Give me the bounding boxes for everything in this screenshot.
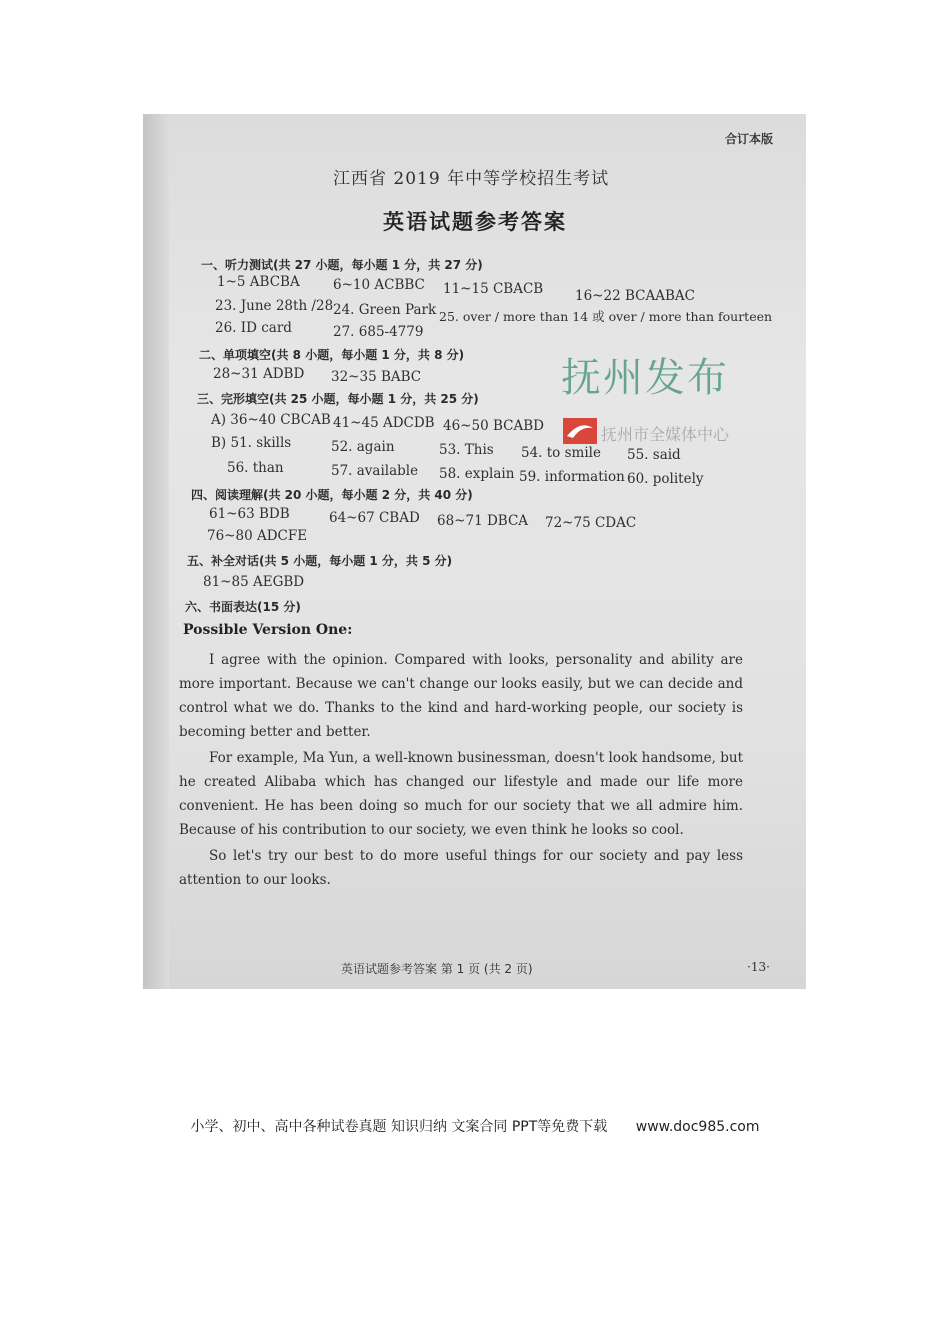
- answer: 26. ID card: [215, 320, 292, 336]
- answer: 64~67 CBAD: [329, 510, 420, 526]
- paper-edge-shadow: [143, 114, 169, 989]
- answer: 27. 685-4779: [333, 324, 424, 340]
- answer: B) 51. skills: [211, 435, 292, 451]
- answer: 1~5 ABCBA: [217, 274, 300, 290]
- essay-paragraph-2: For example, Ma Yun, a well-known businessman, doesn't look handsome, but he created Alibaba which has changed our lifestyle and made our life more convenient. He has been doing so much for our society that we all admire him. Because of his contribution to our society, we even think he looks so cool.: [179, 750, 743, 838]
- page-footer: 英语试题参考答案 第 1 页 (共 2 页): [341, 962, 533, 976]
- section-heading-writing: 六、书面表达(15 分): [185, 600, 301, 614]
- essay-paragraph-3: So let's try our best to do more useful things for our society and pay less attention to our looks.: [179, 848, 743, 888]
- essay-paragraph-1: I agree with the opinion. Compared with looks, personality and ability are more important. Because we can't change our looks easily, but we can decide and control what we do. Thanks to the kind and hard-working people, our society is becoming better and better.: [179, 652, 743, 740]
- section-heading-reading: 四、阅读理解(共 20 小题，每小题 2 分，共 40 分): [191, 488, 473, 502]
- answer: 41~45 ADCDB: [333, 415, 435, 431]
- answer: 81~85 AEGBD: [203, 574, 305, 590]
- answer: 23. June 28th /28: [215, 298, 334, 314]
- answer: 72~75 CDAC: [545, 515, 637, 531]
- section-heading-single-choice: 二、单项填空(共 8 小题，每小题 1 分，共 8 分): [199, 348, 465, 362]
- answer: 11~15 CBACB: [443, 281, 544, 297]
- section-heading-dialogue: 五、补全对话(共 5 小题，每小题 1 分，共 5 分): [187, 554, 453, 568]
- answer: 25. over / more than 14 或 over / more than fourteen: [439, 309, 773, 324]
- section-heading-cloze: 三、完形填空(共 25 小题，每小题 1 分，共 25 分): [197, 392, 479, 406]
- answer-key-title: 英语试题参考答案: [383, 209, 567, 234]
- bottom-banner: [0, 1116, 950, 1136]
- exam-title: 江西省 2019 年中等学校招生考试: [333, 169, 610, 189]
- answer: 54. to smile: [521, 445, 601, 461]
- answer: A) 36~40 CBCAB: [211, 412, 331, 428]
- answer: 58. explain: [439, 466, 515, 482]
- section-heading-listening: 一、听力测试(共 27 小题，每小题 1 分，共 27 分): [201, 258, 483, 272]
- answer: 53. This: [439, 442, 494, 458]
- banner-url-link[interactable]: www.doc985.com: [635, 1119, 760, 1135]
- answer: 28~31 ADBD: [213, 366, 305, 382]
- answer: 52. again: [331, 439, 395, 455]
- answer: 59. information: [519, 469, 625, 485]
- watermark-subtext: 抚州市全媒体中心: [601, 425, 730, 444]
- scanned-answer-sheet: [143, 114, 806, 989]
- answer: 55. said: [627, 447, 681, 463]
- answer: 24. Green Park: [333, 302, 437, 318]
- edition-label: 合订本版: [725, 132, 774, 146]
- answer: 76~80 ADCFE: [207, 528, 308, 544]
- answer: 16~22 BCAABAC: [575, 288, 695, 304]
- watermark-text: 抚州发布: [561, 355, 729, 401]
- answer: 46~50 BCABD: [443, 418, 544, 434]
- answer: 60. politely: [627, 471, 704, 487]
- answer: 6~10 ACBBC: [333, 277, 425, 293]
- media-center-logo-icon: [563, 418, 597, 444]
- answer: 61~63 BDB: [209, 506, 290, 522]
- essay-title: Possible Version One:: [183, 622, 353, 638]
- answer: 32~35 BABC: [331, 369, 422, 385]
- answer: 56. than: [227, 460, 284, 476]
- answer: 68~71 DBCA: [437, 513, 529, 529]
- answer: 57. available: [331, 463, 419, 479]
- page-number: ·13·: [747, 960, 770, 974]
- banner-text: 小学、初中、高中各种试卷真题 知识归纳 文案合同 PPT等免费下载: [190, 1119, 608, 1135]
